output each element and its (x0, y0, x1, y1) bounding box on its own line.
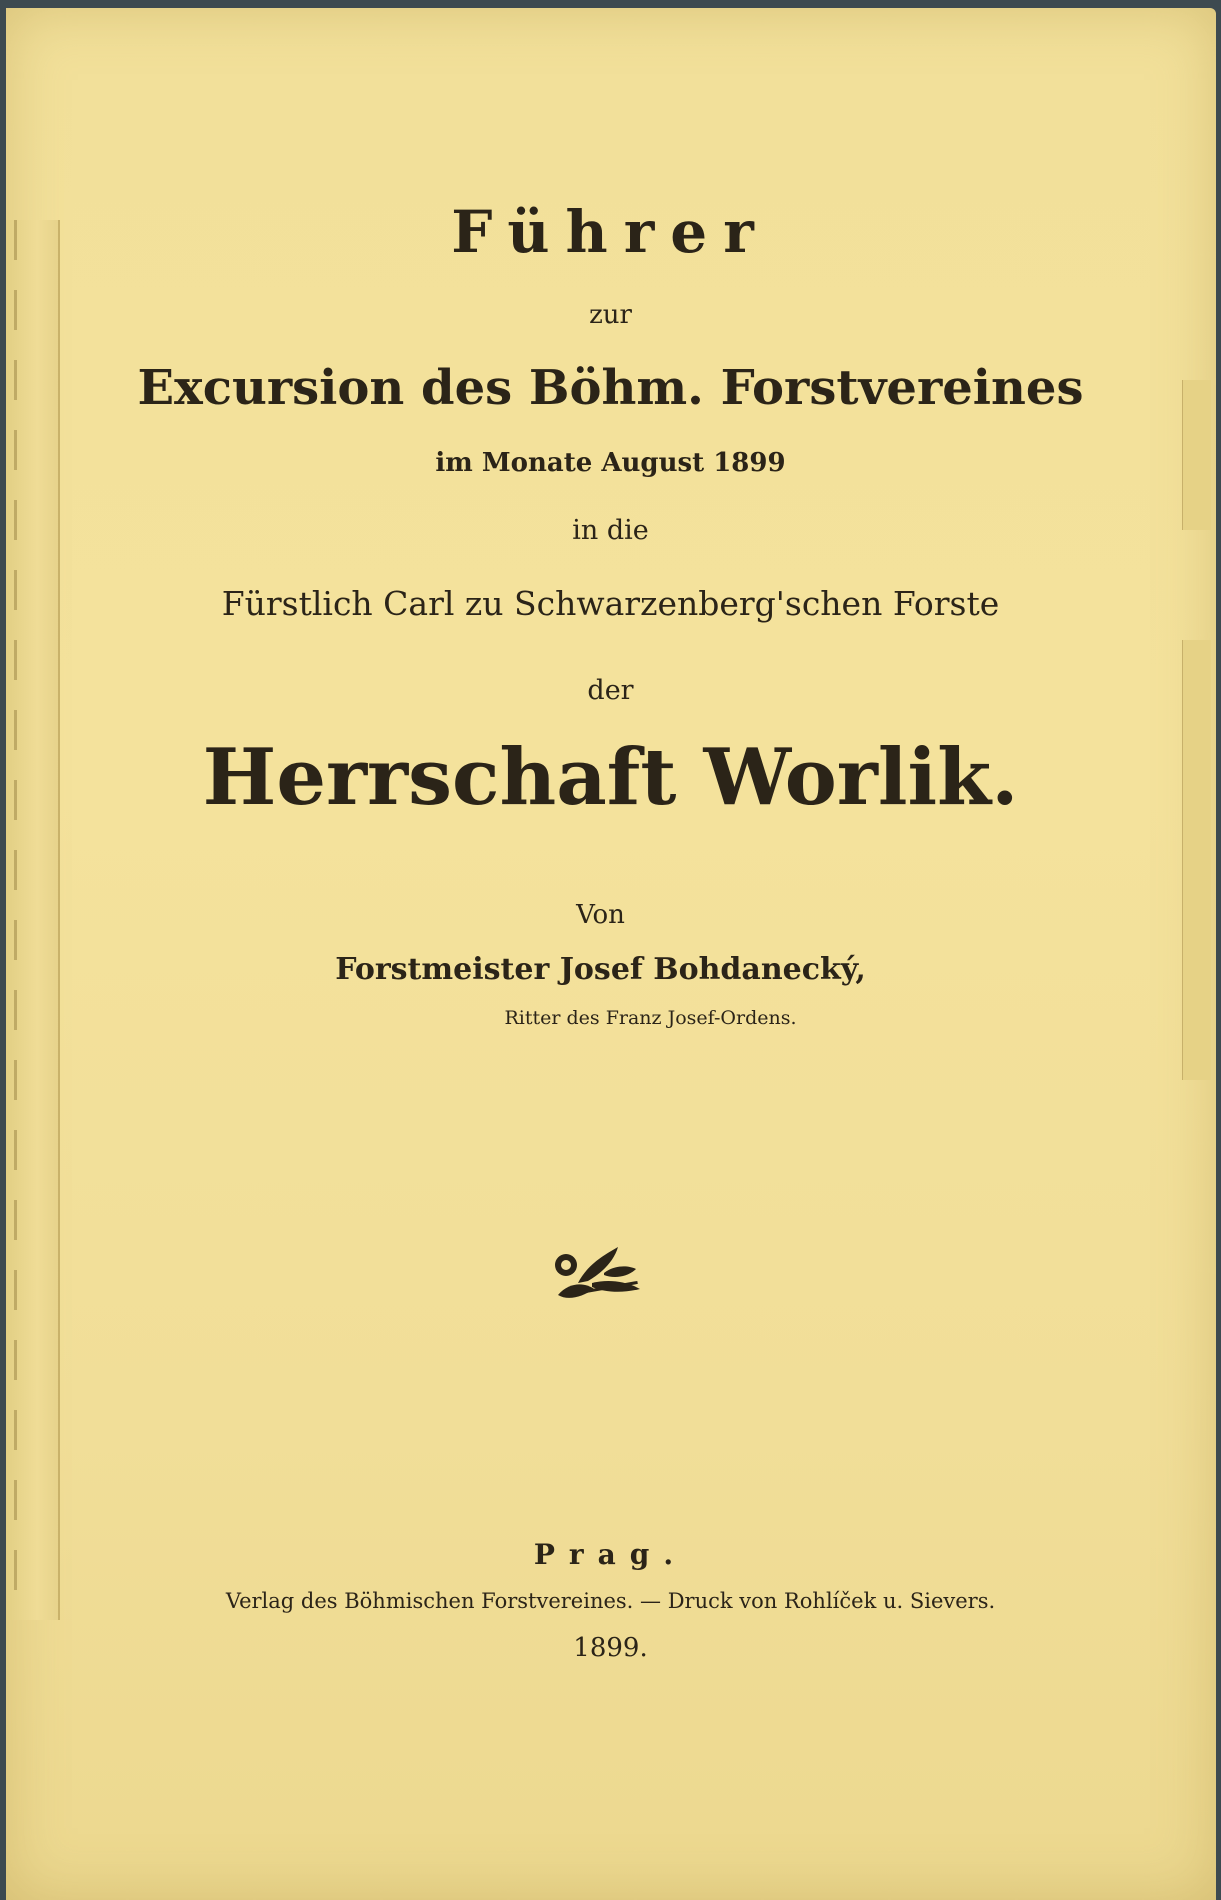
cover-line-der: der (587, 675, 634, 706)
cover-title: Führer (451, 198, 770, 266)
cover-line-forste: Fürstlich Carl zu Schwarzenberg'schen Forste (221, 584, 1000, 623)
floral-ornament-icon (548, 1243, 644, 1303)
cover-line-in-die: in die (572, 515, 649, 546)
cover-publisher: Verlag des Böhmischen Forstvereines. — Druck von Rohlíček u. Sievers. (225, 1589, 996, 1613)
cover-year: 1899. (573, 1633, 648, 1663)
cover-author-title: Ritter des Franz Josef-Ordens. (504, 1007, 797, 1029)
cover-author: Forstmeister Josef Bohdanecký, (335, 952, 866, 987)
cover-line-date: im Monate August 1899 (435, 448, 786, 478)
cover-by: Von (576, 900, 625, 930)
cover-place: Prag. (533, 1538, 688, 1571)
cover-line-zur: zur (589, 300, 632, 330)
cover-line-excursion: Excursion des Böhm. Forstvereines (137, 360, 1084, 416)
cover-main-title: Herrschaft Worlik. (202, 732, 1019, 823)
